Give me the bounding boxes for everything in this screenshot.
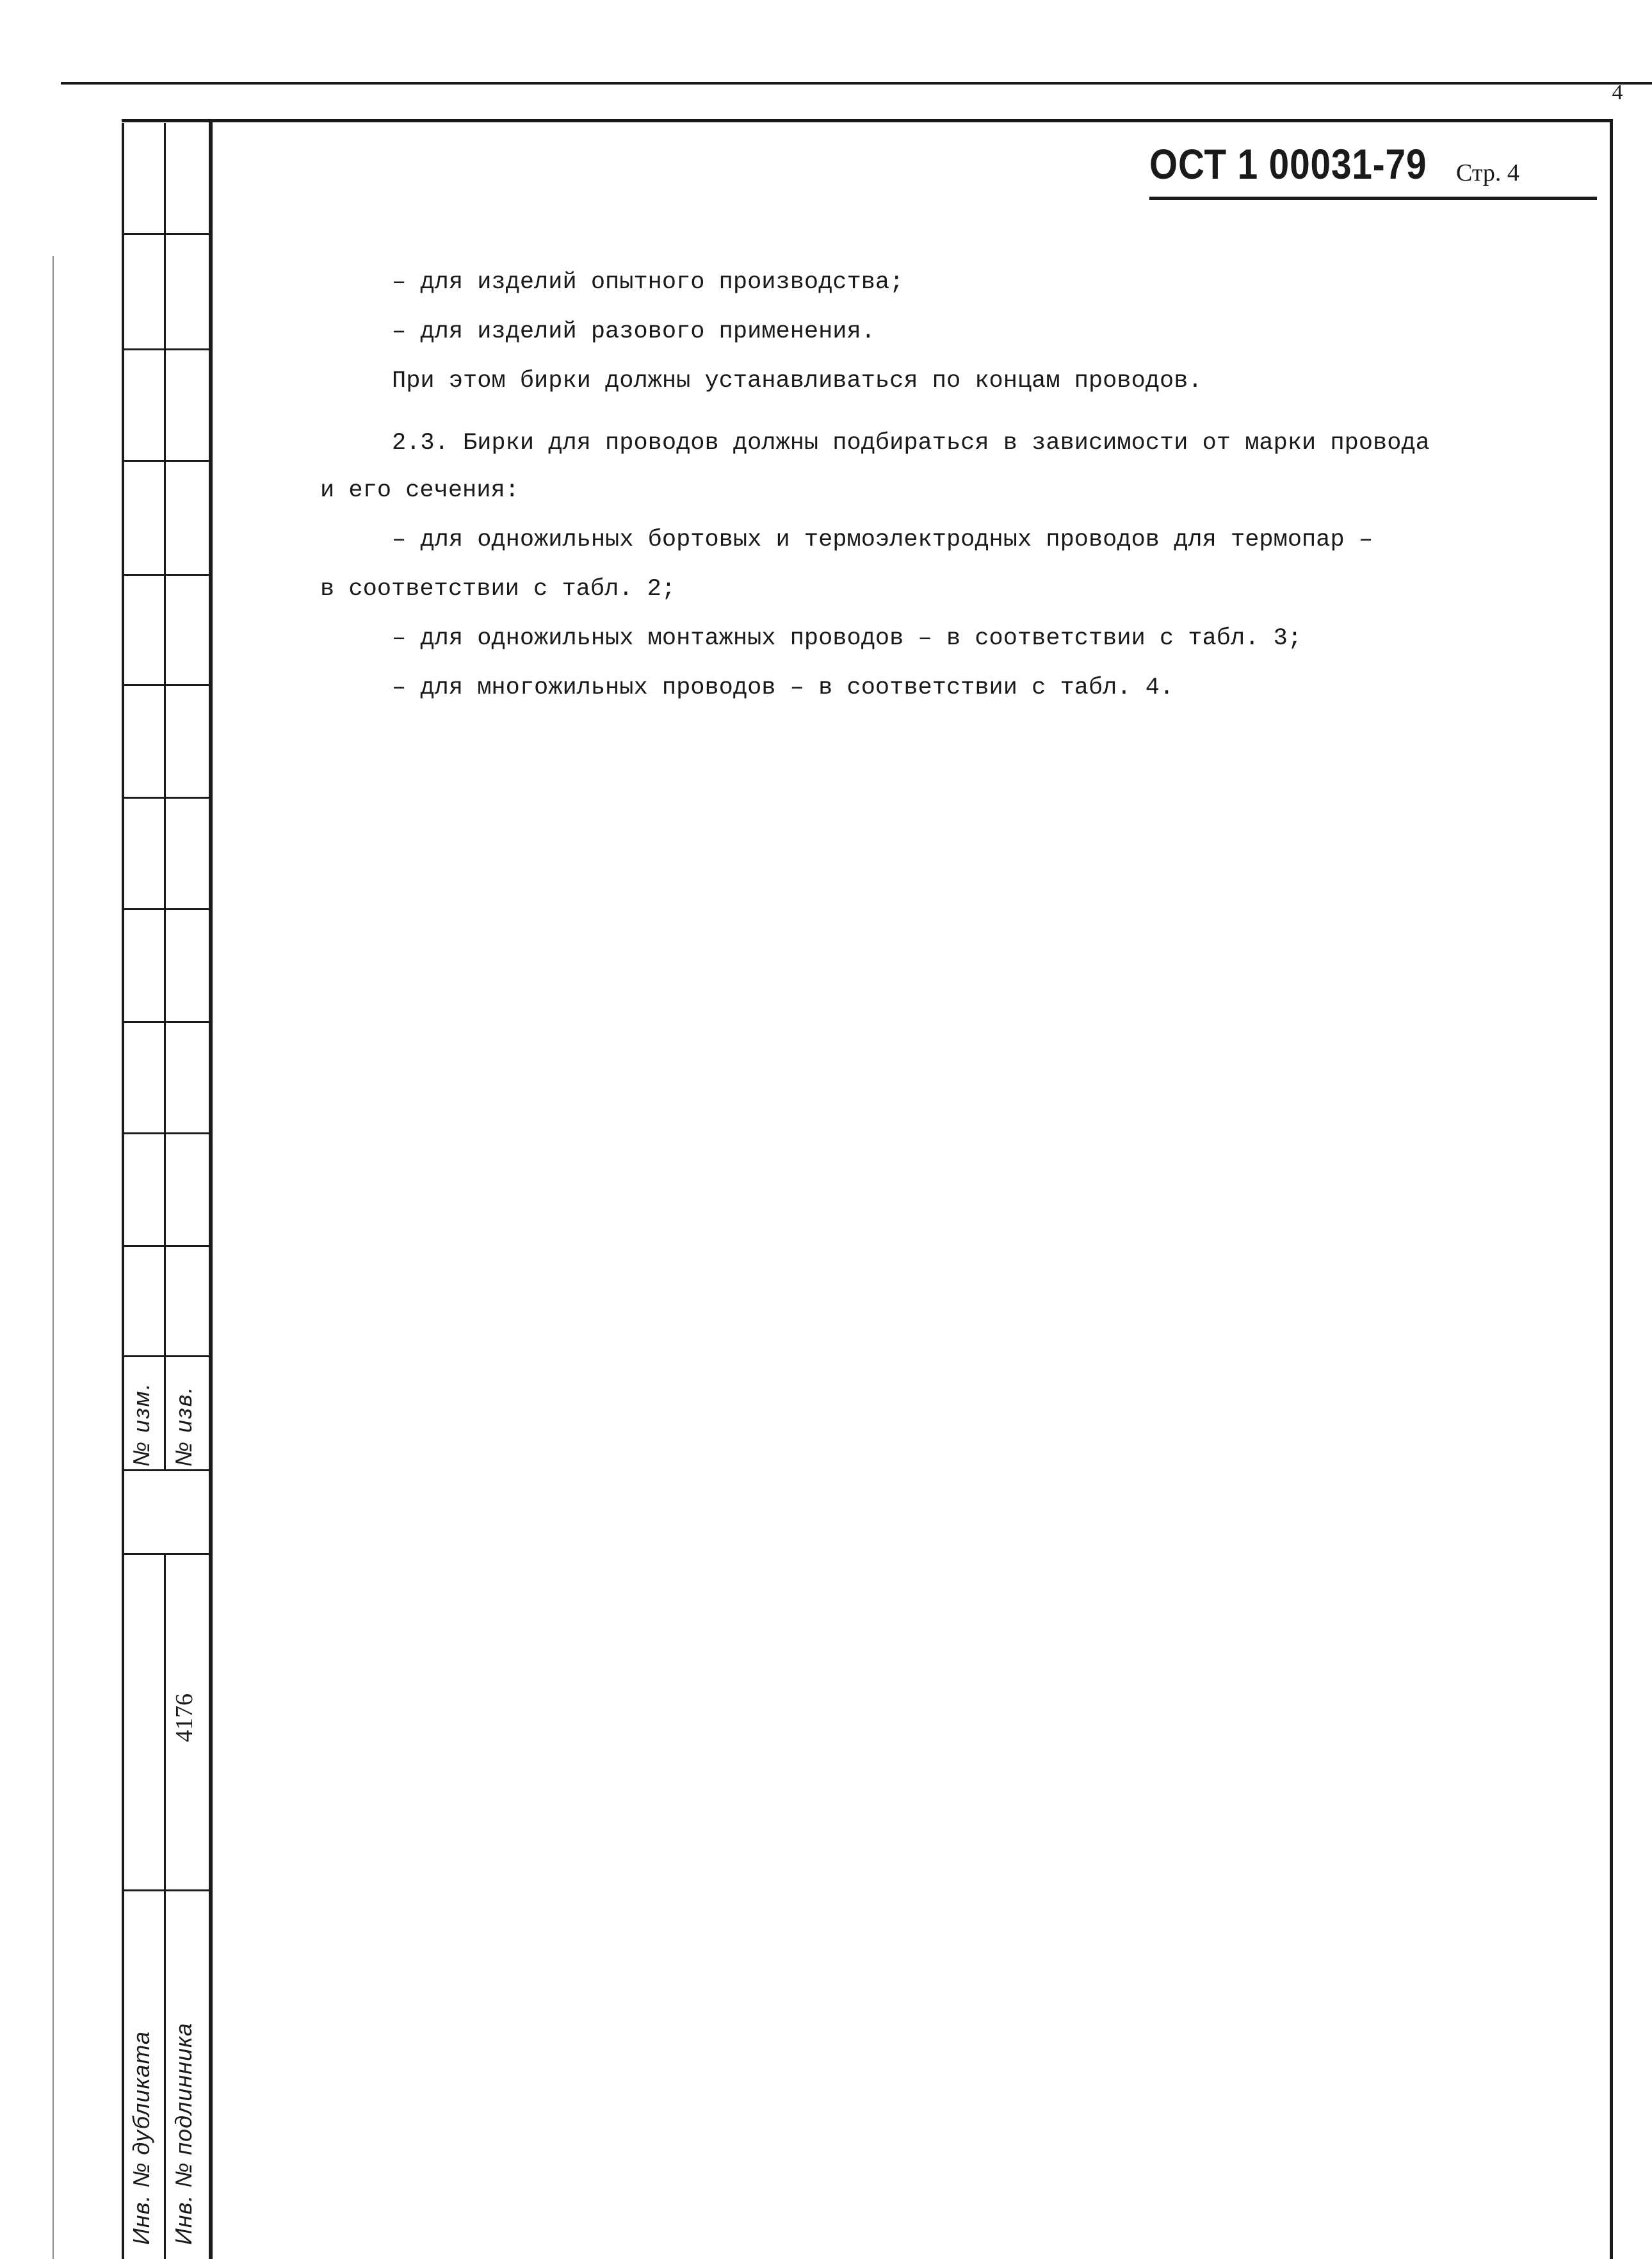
stamp-cell-line [122, 908, 211, 910]
body-line: – для одножильных монтажных проводов – в соответствии с табл. 3; [392, 625, 1302, 652]
stamp-cell-line [122, 1021, 211, 1023]
body-line: 2.3. Бирки для проводов должны подбираться в зависимости от марки провода [392, 430, 1430, 457]
stamp-cell-line [122, 797, 211, 799]
body-line: – для изделий опытного производства; [392, 269, 904, 296]
body-line: – для многожильных проводов – в соответствии с табл. 4. [392, 674, 1174, 701]
body-line: и его сечения: [320, 477, 519, 504]
frame-top [122, 119, 1613, 122]
frame-left [209, 120, 213, 2259]
body-line: – для одножильных бортовых и термоэлектродных проводов для термопар – [392, 526, 1373, 553]
document-code-underline [1149, 197, 1597, 200]
izv-label: № изв. [170, 1385, 197, 1467]
lower-block-left [122, 1553, 124, 2259]
stamp-cell-line [122, 348, 211, 350]
stamp-cell-line [122, 574, 211, 576]
izm-label: № изм. [128, 1382, 154, 1467]
stamp-cell-line [122, 460, 211, 462]
original-inventory-label: Инв. № подлинника [170, 2022, 197, 2245]
stamp-cell-line [122, 684, 211, 686]
stamp-cell-line [122, 1245, 211, 1247]
body-line: При этом бирки должны устанавливаться по концам проводов. [392, 368, 1203, 395]
frame-right [1610, 119, 1613, 2259]
duplicate-inventory-label: Инв. № дубликата [128, 2030, 154, 2245]
stamp-cell-line [122, 233, 211, 235]
lower-inner-left [164, 1553, 166, 2259]
lower-block-top [122, 1553, 211, 1555]
stamp-cell-line [122, 1132, 211, 1134]
scan-edge [53, 256, 54, 2259]
body-line: – для изделий разового применения. [392, 318, 875, 345]
document-code: ОСТ 1 00031-79 [1149, 140, 1427, 188]
sheet-mark: 4 [1612, 81, 1623, 104]
body-line: в соответствии с табл. 2; [320, 576, 676, 603]
stamp-cell-line [122, 1469, 211, 1471]
top-rule [61, 82, 1652, 85]
page-label: Стр. 4 [1456, 159, 1519, 186]
original-inventory-number: 4176 [171, 1693, 198, 1742]
stamp-cell-line [122, 1355, 211, 1357]
lower-divider [122, 1889, 211, 1891]
